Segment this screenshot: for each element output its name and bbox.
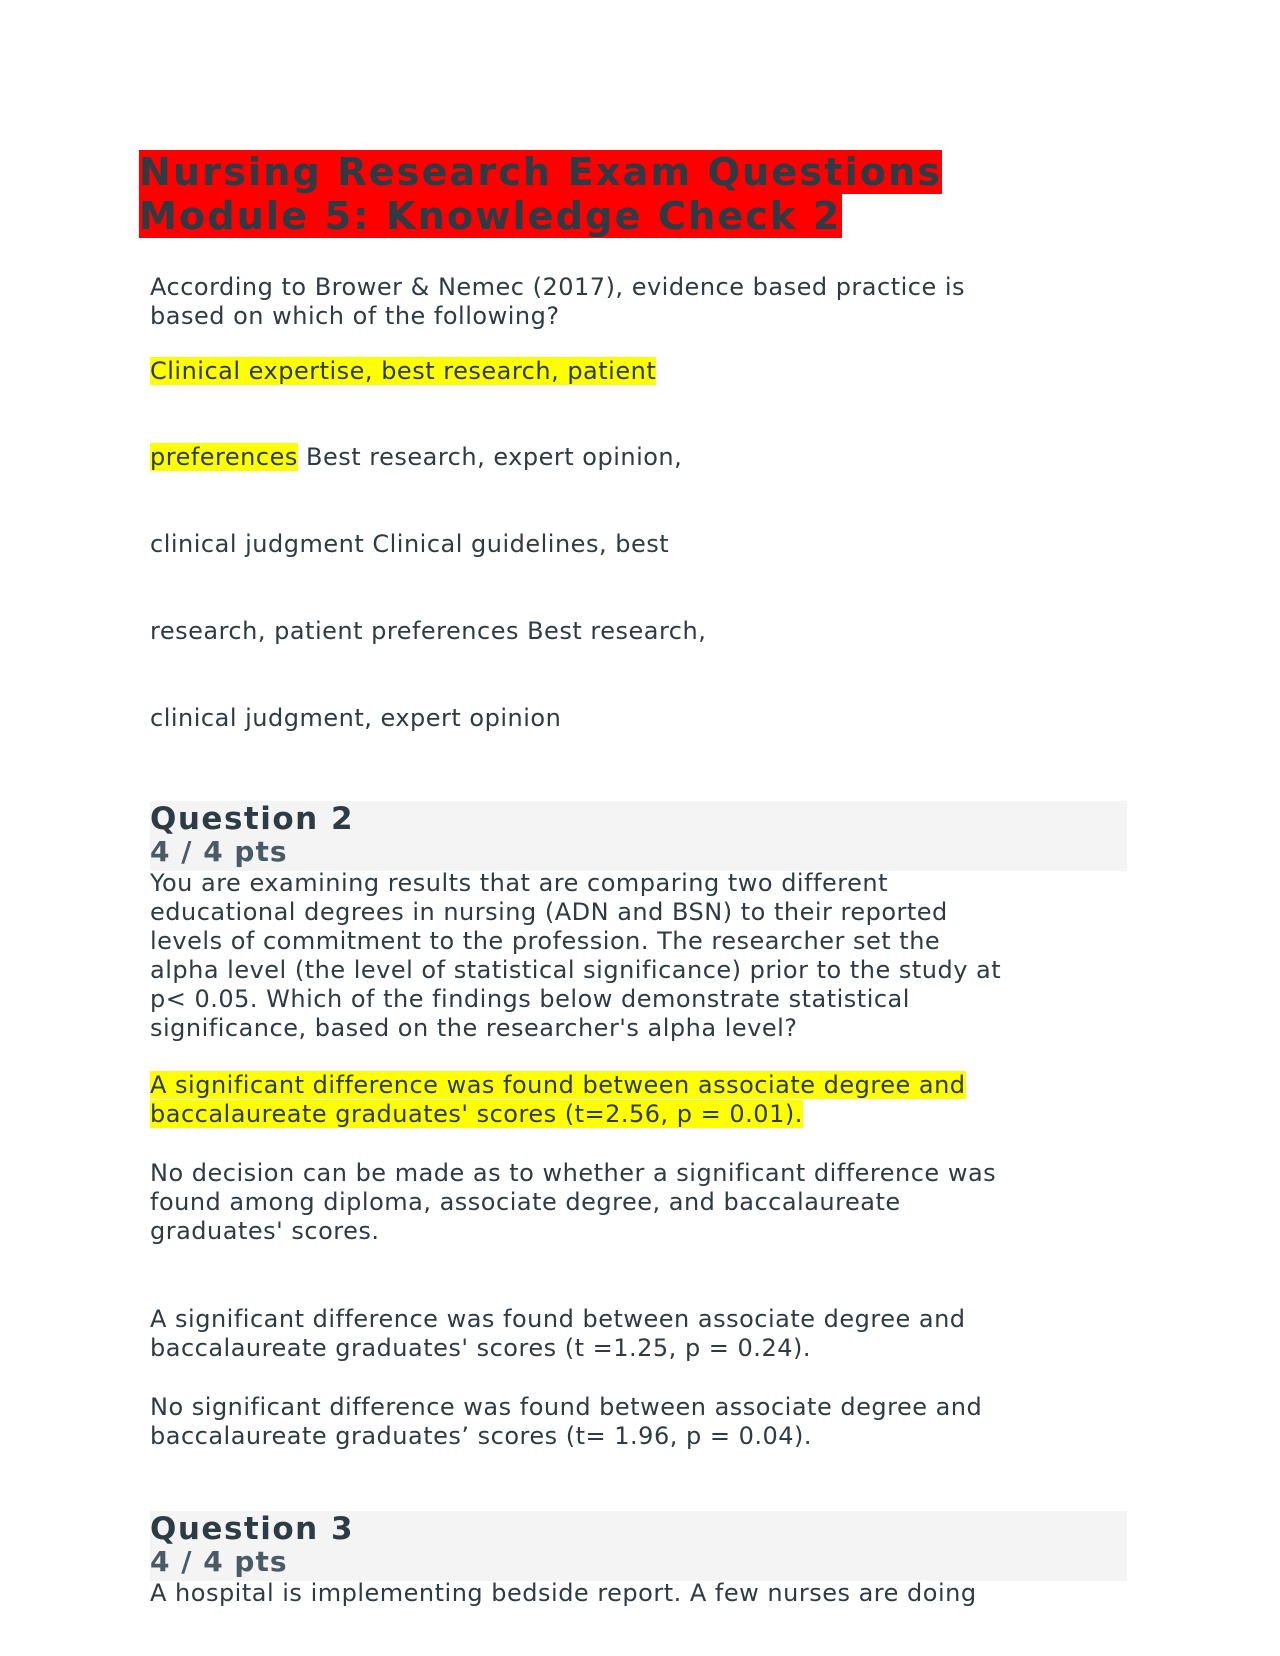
question-1-prompt-line-1: According to Brower & Nemec (2017), evidence based practice is bbox=[150, 273, 966, 301]
question-1-answer-line-5: clinical judgment, expert opinion bbox=[150, 704, 562, 732]
question-3-prompt: A hospital is implementing bedside report. A few nurses are doing bbox=[150, 1579, 977, 1607]
question-2-prompt-line: levels of commitment to the profession. The researcher set the bbox=[150, 927, 941, 955]
question-2-prompt-line: educational degrees in nursing (ADN and BSN) to their reported bbox=[150, 898, 948, 926]
question-2-correct-answer bbox=[150, 1071, 1090, 1129]
answer-option-line: A significant difference was found between associate degree and bbox=[150, 1305, 966, 1333]
title-line-2: Module 5: Knowledge Check 2 bbox=[139, 194, 842, 238]
answer-option-line: No decision can be made as to whether a significant difference was bbox=[150, 1159, 997, 1187]
question-2-prompt bbox=[150, 869, 1090, 1043]
title-line-1: Nursing Research Exam Questions bbox=[139, 150, 943, 194]
answer-option-line: graduates' scores. bbox=[150, 1217, 380, 1245]
question-2-option-c bbox=[150, 1305, 1090, 1363]
correct-answer-highlight: Clinical expertise, best research, patient bbox=[150, 357, 657, 385]
question-3-title: Question 3 bbox=[150, 1511, 355, 1547]
question-2-prompt-line: You are examining results that are comparing two different bbox=[150, 869, 888, 897]
question-1-answer-line-3: clinical judgment Clinical guidelines, best bbox=[150, 530, 670, 558]
document-title bbox=[139, 150, 1019, 238]
question-3-points: 4 / 4 pts bbox=[150, 1545, 288, 1578]
answer-option-line: baccalaureate graduates' scores (t =1.25, p = 0.24). bbox=[150, 1334, 811, 1362]
answer-option-line: baccalaureate graduates’ scores (t= 1.96, p = 0.04). bbox=[150, 1422, 812, 1450]
correct-answer-highlight: baccalaureate graduates' scores (t=2.56, p = 0.01). bbox=[150, 1100, 803, 1128]
question-1-answer-line-4: research, patient preferences Best research, bbox=[150, 617, 707, 645]
answer-option-text: Best research, expert opinion, bbox=[297, 443, 683, 471]
correct-answer-highlight: A significant difference was found between associate degree and bbox=[150, 1071, 966, 1099]
correct-answer-highlight-continued: preferences bbox=[150, 443, 298, 471]
question-2-header bbox=[150, 801, 1127, 871]
question-2-title: Question 2 bbox=[150, 801, 355, 837]
question-2-points: 4 / 4 pts bbox=[150, 835, 288, 868]
question-2-option-b bbox=[150, 1159, 1090, 1246]
answer-option-line: No significant difference was found between associate degree and bbox=[150, 1393, 983, 1421]
question-2-prompt-line: significance, based on the researcher's alpha level? bbox=[150, 1014, 798, 1042]
question-1-answer-line-2 bbox=[150, 443, 1090, 472]
answer-option-line: found among diploma, associate degree, and baccalaureate bbox=[150, 1188, 901, 1216]
question-1-prompt bbox=[150, 273, 1090, 331]
question-2-prompt-line: p< 0.05. Which of the findings below demonstrate statistical bbox=[150, 985, 910, 1013]
question-1-prompt-line-2: based on which of the following? bbox=[150, 302, 560, 330]
question-2-option-d bbox=[150, 1393, 1090, 1451]
question-1-answer-line-1 bbox=[150, 357, 1090, 386]
question-2-prompt-line: alpha level (the level of statistical significance) prior to the study at bbox=[150, 956, 1002, 984]
question-3-header bbox=[150, 1511, 1127, 1581]
